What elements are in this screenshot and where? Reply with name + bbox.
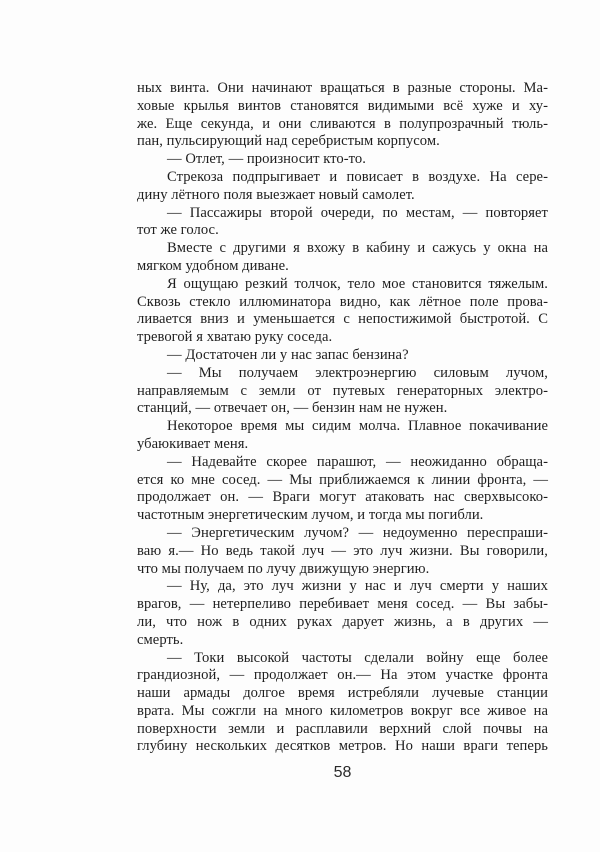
text-line: ли, что нож в одних руках дарует жизнь, а в других — bbox=[137, 613, 548, 630]
paragraph bbox=[137, 525, 548, 578]
text-line: поверхности земли и расплавили верхний слой почвы на bbox=[137, 720, 548, 737]
text-line: — Пассажиры второй очереди, по местам, — повторяет bbox=[167, 204, 548, 221]
text-line: врата. Мы сожгли на много километров вокруг все живое на bbox=[137, 702, 548, 719]
paragraph bbox=[137, 240, 548, 276]
text-line: Сквозь стекло иллюминатора видно, как лётное поле прова- bbox=[137, 293, 548, 310]
text-line: смерть. bbox=[137, 631, 184, 648]
text-line: — Ну, да, это луч жизни у нас и луч смерти у наших bbox=[167, 578, 548, 595]
text-line: пан, пульсирующий над серебристым корпусом. bbox=[137, 133, 440, 150]
text-line: продолжает он. — Враги могут атаковать нас сверхвысоко- bbox=[137, 489, 548, 506]
text-line: ховые крылья винтов становятся видимыми всё хуже и ху- bbox=[137, 97, 548, 114]
text-line: ваю я.— Но ведь такой луч — это луч жизни. Вы говорили, bbox=[137, 542, 548, 559]
text-line: — Достаточен ли у нас запас бензина? bbox=[167, 346, 409, 363]
text-line: Стрекоза подпрыгивает и повисает в воздухе. На сере- bbox=[167, 168, 548, 185]
paragraph bbox=[137, 418, 548, 454]
text-line: — Отлет, — произносит кто-то. bbox=[167, 151, 366, 168]
text-line: — Мы получаем электроэнергию силовым лучом, bbox=[167, 364, 548, 381]
text-line: направляемым с земли от путевых генераторных электро- bbox=[137, 382, 548, 399]
paragraph bbox=[137, 151, 548, 169]
text-line: станций, — отвечает он, — бензин нам не нужен. bbox=[137, 400, 448, 417]
text-line: — Энергетическим лучом? — недоуменно переспраши- bbox=[167, 524, 548, 541]
text-line: Некоторое время мы сидим молча. Плавное покачивание bbox=[167, 418, 548, 435]
text-line: — Надевайте скорее парашют, — неожиданно обраща- bbox=[167, 453, 548, 470]
text-line: частотным энергетическим лучом, и тогда мы погибли. bbox=[137, 507, 484, 524]
text-line: мягком удобном диване. bbox=[137, 257, 289, 274]
page-text bbox=[137, 80, 548, 756]
text-line: ных винта. Они начинают вращаться в разные стороны. Ма- bbox=[137, 80, 548, 96]
page-number: 58 bbox=[333, 764, 352, 781]
text-line: наши армады долгое время истребляли лучевые станции bbox=[137, 685, 548, 702]
text-line: — Токи высокой частоты сделали войну еще более bbox=[167, 649, 548, 666]
paragraph bbox=[137, 365, 548, 418]
paragraph bbox=[137, 80, 548, 151]
paragraph bbox=[137, 650, 548, 757]
text-line: убаюкивает меня. bbox=[137, 435, 249, 452]
text-line: ливается вниз и уменьшается с непостижимой быстротой. С bbox=[137, 311, 548, 328]
paragraph bbox=[137, 276, 548, 347]
text-line: Вместе с другими я вхожу в кабину и сажусь у окна на bbox=[167, 240, 548, 257]
text-line: глубину нескольких десятков метров. Но наши враги теперь bbox=[137, 738, 548, 755]
text-line: же. Еще секунда, и они сливаются в полупрозрачный тюль- bbox=[137, 115, 548, 132]
paragraph bbox=[137, 578, 548, 649]
text-line: тот же голос. bbox=[137, 222, 219, 239]
text-line: Я ощущаю резкий толчок, тело мое становится тяжелым. bbox=[167, 275, 548, 292]
paragraph bbox=[137, 169, 548, 205]
text-line: врагов, — нетерпеливо перебивает меня сосед. — Вы забы- bbox=[137, 596, 548, 613]
paragraph bbox=[137, 347, 548, 365]
text-line: дину лётного поля выезжает новый самолет. bbox=[137, 186, 415, 203]
paragraph bbox=[137, 205, 548, 241]
text-line: грандиозной, — продолжает он.— На этом участке фронта bbox=[137, 667, 548, 684]
text-line: ется ко мне сосед. — Мы приближаемся к линии фронта, — bbox=[137, 471, 548, 488]
text-line: тревогой я хватаю руку соседа. bbox=[137, 329, 333, 346]
text-line: что мы получаем по лучу движущую энергию. bbox=[137, 560, 430, 577]
paragraph bbox=[137, 454, 548, 525]
